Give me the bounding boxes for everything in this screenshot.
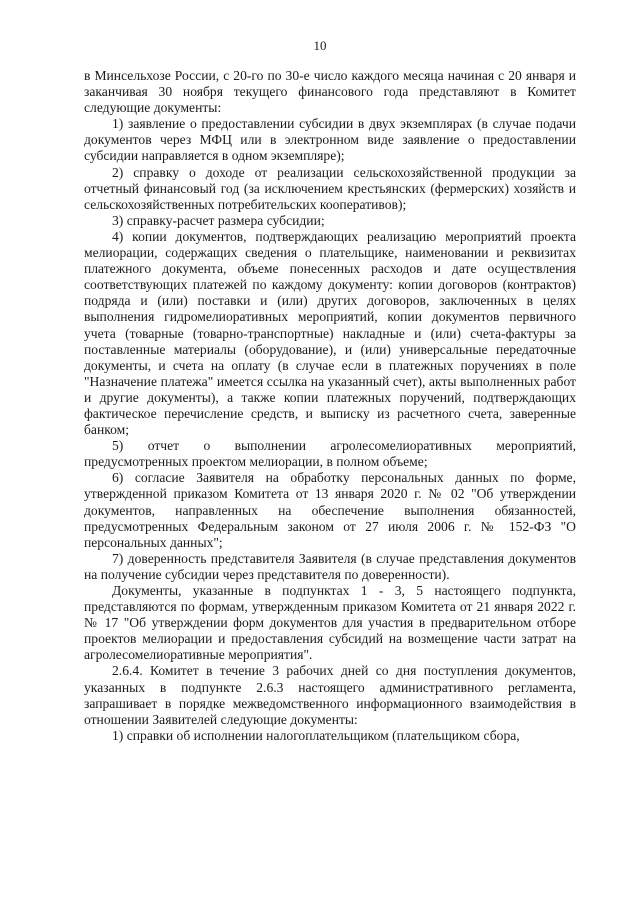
paragraph-section-2-6-4-item-1: 1) справки об исполнении налогоплательщиком (плательщиком сбора, [112,727,520,743]
paragraph-item-6: 6) согласие Заявителя на обработку персональных данных по форме, утвержденной приказом Комитета от 13 января 2020 г. № 02 "Об утверждении документов, направленных на обеспечение выполнения обязанностей, предусмотренных Федеральным законом от 27 июля 2006 г. № 152-ФЗ "О персональных данных"; [84,470,576,550]
paragraph-item-7: 7) доверенность представителя Заявителя (в случае представления документов на получение субсидии через представителя по доверенности). [84,550,576,582]
paragraph-forms-note: Документы, указанные в подпунктах 1 - 3, 5 настоящего подпункта, представляются по формам, утвержденным приказом Комитета от 21 января 2022 г. № 17 "Об утверждении форм документов для участия в предварительном отборе проектов мелиорации и предоставления субсидий на возмещение части затрат на агролесомелиоративные мероприятия". [84,583,576,663]
paragraph-item-1: 1) заявление о предоставлении субсидии в двух экземплярах (в случае подачи документов через МФЦ или в электронном виде заявление о предоставлении субсидии направляется в одном экземпляре); [84,116,576,164]
paragraph-item-3: 3) справку-расчет размера субсидии; [112,212,325,228]
paragraph-item-2: 2) справку о доходе от реализации сельскохозяйственной продукции за отчетный финансовый год (за исключением крестьянских (фермерских) хозяйств и сельскохозяйственных потребительских кооперативов); [84,164,576,212]
paragraph-section-2-6-4: 2.6.4. Комитет в течение 3 рабочих дней со дня поступления документов, указанных в подпункте 2.6.3 настоящего административного регламента, запрашивает в порядке межведомственного информационного взаимодействия в отношении Заявителей следующие документы: [84,663,576,727]
paragraph-intro: в Минсельхозе России, с 20-го по 30-е число каждого месяца начиная с 20 января и заканчивая 30 ноября текущего финансового года представляют в Комитет следующие документы: [84,68,576,116]
document-body [84,68,576,744]
paragraph-item-4: 4) копии документов, подтверждающих реализацию мероприятий проекта мелиорации, содержащих сведения о плательщике, наименовании и реквизитах платежного документа, объеме понесенных расходов и дате осуществления соответствующих платежей по каждому документу: копии договоров (контрактов) подряда и (или) поставки и (или) других договоров, заключенных в целях выполнения гидромелиоративных мероприятий, копии документов первичного учета (товарные (товарно-транспортные) накладные и (или) счета-фактуры за поставленные материалы (оборудование), и (или) универсальные передаточные документы, и счета на оплату (в случае если в платежных поручениях в поле "Назначение платежа" имеется ссылка на указанный счет), акты выполненных работ и другие документы), а также копии платежных поручений, подтверждающих фактическое перечисление средств, и выписку из расчетного счета, заверенные банком; [84,228,576,438]
paragraph-item-5: 5) отчет о выполнении агролесомелиоративных мероприятий, предусмотренных проектом мелиорации, в полном объеме; [84,438,576,470]
page-number: 10 [313,38,327,53]
